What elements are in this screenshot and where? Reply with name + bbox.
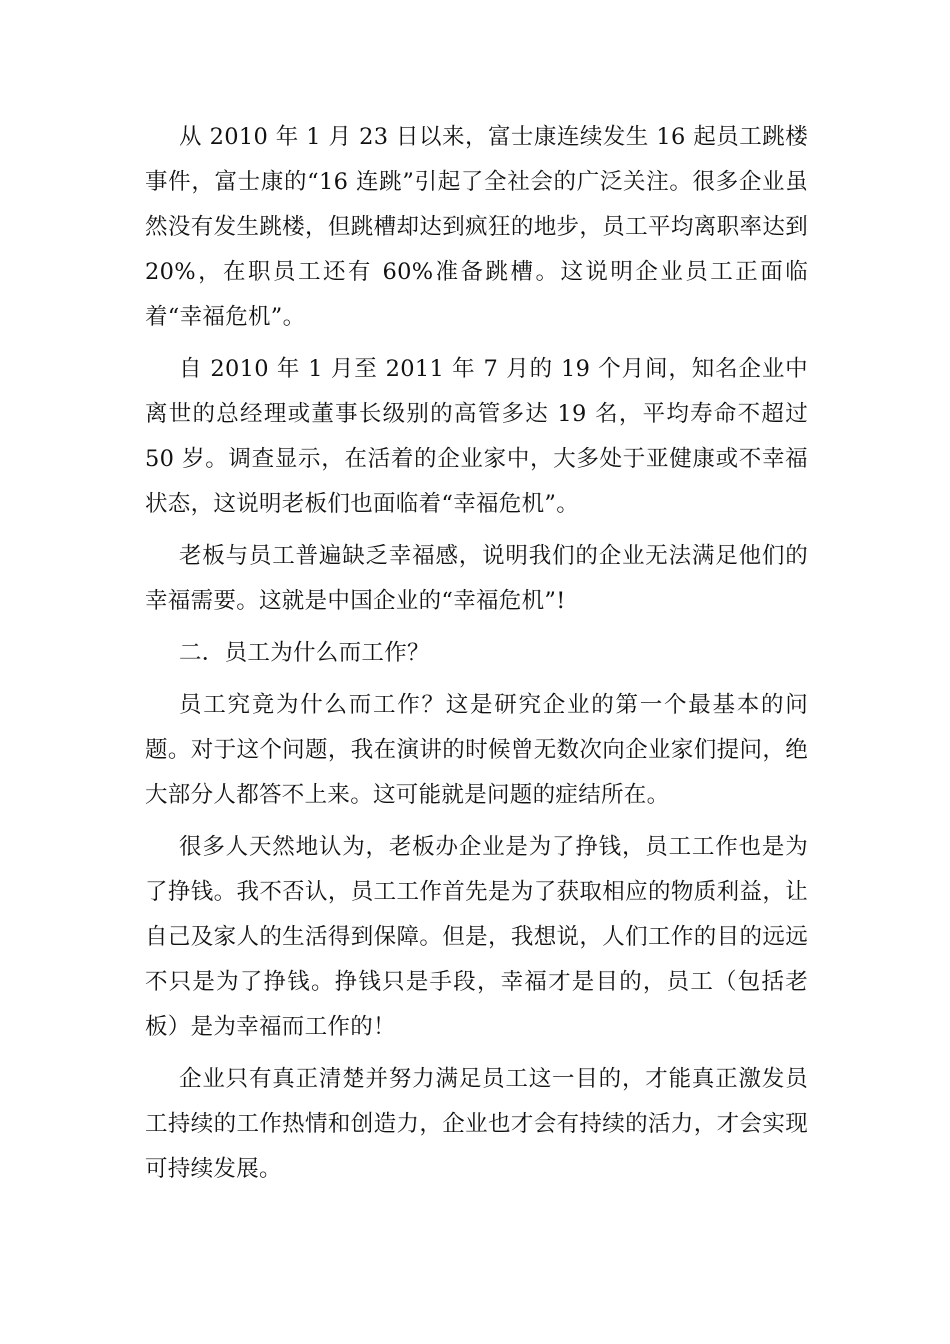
paragraph-conclusion: 企业只有真正清楚并努力满足员工这一目的，才能真正激发员工持续的工作热情和创造力，企业也才会有持续的活力，才会实现可持续发展。 <box>145 1066 808 1182</box>
paragraph-happiness-crisis: 老板与员工普遍缺乏幸福感，说明我们的企业无法满足他们的幸福需要。这就是中国企业的“幸福危机”! <box>145 543 808 614</box>
section-heading: 二．员工为什么而工作？ <box>179 640 430 666</box>
paragraph-why-work: 员工究竟为什么而工作？这是研究企业的第一个最基本的问题。对于这个问题，我在演讲的时候曾无数次向企业家们提问，绝大部分人都答不上来。这可能就是问题的症结所在。 <box>145 692 808 808</box>
paragraph-money: 很多人天然地认为，老板办企业是为了挣钱，员工工作也是为了挣钱。我不否认，员工工作首先是为了获取相应的物质利益，让自己及家人的生活得到保障。但是，我想说，人们工作的目的远远不只是为了挣钱。挣钱只是手段，幸福才是目的，员工（包括老板）是为幸福而工作的！ <box>145 834 808 1040</box>
document-body <box>145 115 808 1199</box>
paragraph-foxconn: 从 2010 年 1 月 23 日以来，富士康连续发生 16 起员工跳楼事件，富士康的“16 连跳”引起了全社会的广泛关注。很多企业虽然没有发生跳楼，但跳槽却达到疯狂的地步，员工平均离职率达到 20%，在职员工还有 60%准备跳槽。这说明企业员工正面临着“幸福危机”。 <box>145 124 808 330</box>
paragraph-executives: 自 2010 年 1 月至 2011 年 7 月的 19 个月间，知名企业中离世的总经理或董事长级别的高管多达 19 名，平均寿命不超过 50 岁。调查显示，在活着的企业家中，大多处于亚健康或不幸福状态，这说明老板们也面临着“幸福危机”。 <box>145 356 808 517</box>
